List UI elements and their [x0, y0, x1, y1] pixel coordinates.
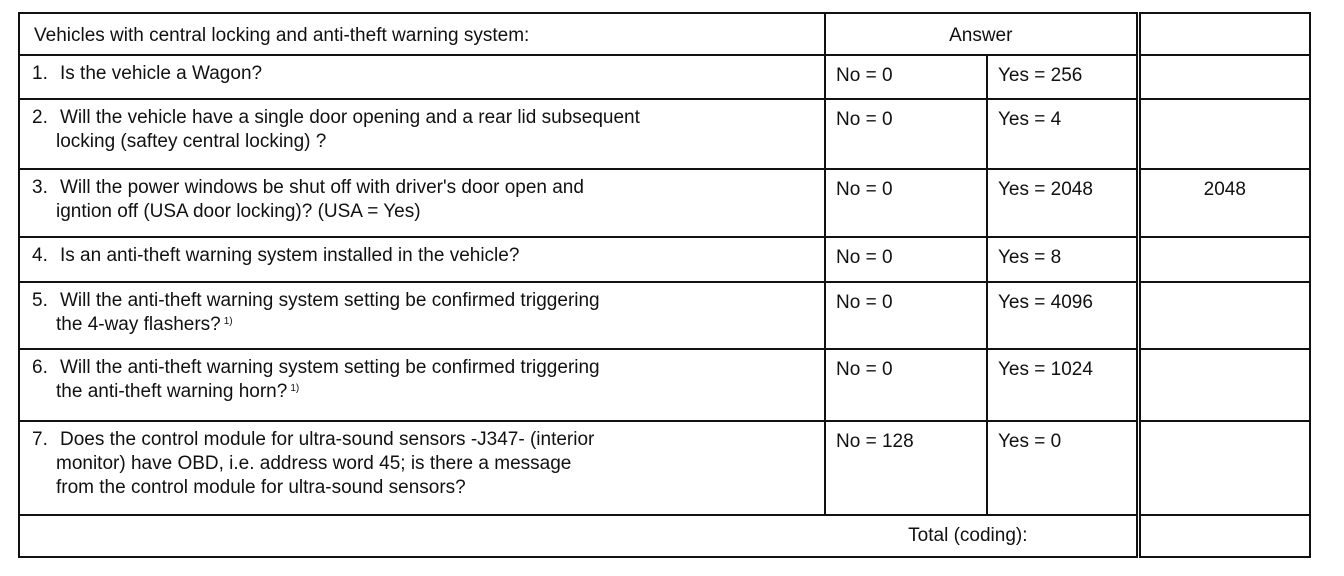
table-row [19, 55, 1310, 99]
question-text-continued: locking (saftey central locking) ? [56, 131, 327, 152]
yes-option: Yes = 2048 [987, 169, 1138, 237]
question-text: Does the control module for ultra-sound sensors -J347- (interior [60, 429, 595, 450]
yes-option: Yes = 1024 [987, 349, 1138, 421]
question-cell [19, 55, 825, 99]
yes-option: Yes = 8 [987, 237, 1138, 282]
yes-option: Yes = 256 [987, 55, 1138, 99]
question-text: Will the anti-theft warning system setting be confirmed triggering [60, 290, 600, 311]
answer-cell[interactable] [1138, 349, 1310, 421]
question-text-continued: monitor) have OBD, i.e. address word 45; is there a message [56, 453, 572, 474]
no-option: No = 0 [825, 99, 987, 169]
question-text: Is an anti-theft warning system installed in the vehicle? [60, 245, 520, 266]
question-number: 2. [32, 107, 48, 128]
no-option: No = 0 [825, 282, 987, 349]
question-text-continued: the anti-theft warning horn? [56, 381, 288, 402]
total-row [19, 515, 1310, 557]
question-cell [19, 349, 825, 421]
header-row [19, 13, 1310, 55]
table-row [19, 421, 1310, 515]
yes-option: Yes = 0 [987, 421, 1138, 515]
no-option: No = 128 [825, 421, 987, 515]
question-number: 7. [32, 429, 48, 450]
footnote-marker: 1) [223, 316, 233, 327]
table-row [19, 169, 1310, 237]
answer-cell[interactable]: 2048 [1138, 169, 1310, 237]
no-option: No = 0 [825, 237, 987, 282]
yes-option: Yes = 4096 [987, 282, 1138, 349]
question-number: 6. [32, 357, 48, 378]
table-row [19, 237, 1310, 282]
question-number: 3. [32, 177, 48, 198]
question-text: Will the anti-theft warning system setting be confirmed triggering [60, 357, 600, 378]
question-number: 5. [32, 290, 48, 311]
answer-cell[interactable] [1138, 421, 1310, 515]
footnote-marker: 1) [290, 383, 300, 394]
no-option: No = 0 [825, 169, 987, 237]
answer-cell[interactable] [1138, 99, 1310, 169]
question-cell [19, 169, 825, 237]
question-cell [19, 282, 825, 349]
no-option: No = 0 [825, 349, 987, 421]
header-coding-cell [1138, 13, 1310, 55]
total-value-cell[interactable] [1138, 515, 1310, 557]
question-text-continued: igntion off (USA door locking)? (USA = Yes) [56, 201, 421, 222]
question-text-continued: the 4-way flashers? [56, 314, 221, 335]
total-label: Total (coding): [19, 515, 1138, 557]
question-cell [19, 237, 825, 282]
question-text: Is the vehicle a Wagon? [60, 63, 263, 84]
header-question-cell: Vehicles with central locking and anti-theft warning system: [19, 13, 825, 55]
answer-cell[interactable] [1138, 55, 1310, 99]
question-cell [19, 421, 825, 515]
header-answer-cell: Answer [825, 13, 1138, 55]
answer-cell[interactable] [1138, 237, 1310, 282]
table-row [19, 282, 1310, 349]
question-text: Will the power windows be shut off with driver's door open and [60, 177, 584, 198]
answer-cell[interactable] [1138, 282, 1310, 349]
question-number: 4. [32, 245, 48, 266]
coding-table [18, 12, 1311, 558]
question-text-continued: from the control module for ultra-sound sensors? [56, 477, 466, 498]
question-cell [19, 99, 825, 169]
table-row [19, 349, 1310, 421]
question-text: Will the vehicle have a single door opening and a rear lid subsequent [60, 107, 640, 128]
table-row [19, 99, 1310, 169]
yes-option: Yes = 4 [987, 99, 1138, 169]
question-number: 1. [32, 63, 48, 84]
no-option: No = 0 [825, 55, 987, 99]
